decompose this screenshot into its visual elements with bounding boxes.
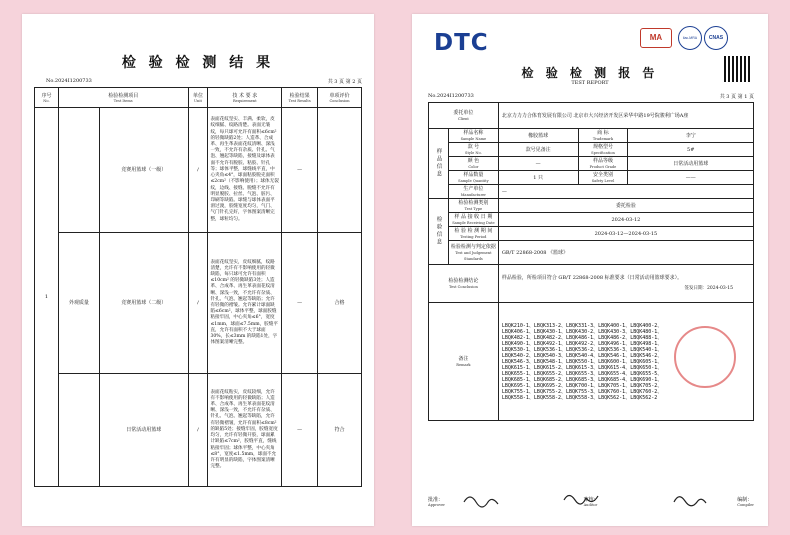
handwritten-signatures-icon — [462, 488, 722, 512]
official-seal-icon — [674, 326, 736, 388]
table-row — [35, 374, 362, 487]
safety-value: —— — [628, 171, 754, 185]
dtc-logo: DTC — [434, 30, 489, 56]
receiving-date-label: 样 品 接 收 日 期 Sample Receiving Date — [448, 213, 498, 227]
header-requirement: 技 术 要 求 Requirement — [208, 88, 282, 108]
table-header-row — [35, 88, 362, 108]
receiving-date-value: 2024-03-12 — [498, 213, 753, 227]
code-line: LBQK490-1、LBQK492-1、LBQK492-2、LBQK496-1、LBQK498-1、 — [501, 340, 663, 347]
manufacturer-label: 生产单位 Manufacturer — [448, 185, 498, 199]
code-line: LBQK695-1、LBQK695-2、LBQK700-1、LBQK705-1、LBQK705-2、 — [501, 382, 663, 389]
client-value: 北京力力力合体育发展有限公司 北京市大兴经济开发区荣华中路19号院骏利广场A座 — [498, 103, 753, 129]
spec-label: 规格型号 Specification — [578, 143, 628, 157]
header-test-items: 检验检测项目 Test Items — [58, 88, 188, 108]
item-name: 外观质量 — [68, 300, 89, 306]
test-type-value: 委托检验 — [498, 199, 753, 213]
header-conclusion: 单项评价 Conclusion — [318, 88, 362, 108]
result-cell: — — [282, 374, 318, 487]
testing-period-value: 2024-03-12—2024-03-15 — [498, 227, 753, 241]
code-line: LBQK546-3、LBQK548-1、LBQK550-1、LBQK600-1、LBQK605-1、 — [501, 358, 663, 365]
sub-item-name: 日常活动用篮球 — [99, 374, 188, 486]
approver-signature: 批准： Approver — [428, 497, 445, 507]
ilac-badge-icon: ilac-MRA — [678, 26, 702, 50]
requirement-cell: 表面花纹粘实，皮纹较细，允许有不影响使用的轻微缺陷；人造革、合成革、再生革表面花纹清晰、深浅一致，不允许有杂质、针孔、气泡、翘起等缺陷，允许有轻微褶皱，允许有面积≤8cm² 的缺陷5处；接缝牢固，胶缝宽度均匀，允许有轻微开胶，球面累计缺陷≤7cm²，胶缝平直，缝线粘接牢固；球体平整，中心夹角≤8°，宽度≤1.5mm，球面不允许有明显的缺陷，字体图案清晰完整。 — [208, 374, 282, 487]
color-label: 颜 色 Color — [448, 157, 498, 171]
auditor-signature: 审核： Auditor — [583, 497, 599, 507]
report-number: No.2024I1200733 — [428, 93, 474, 99]
overall-conclusion: 合格 符合 — [318, 233, 362, 487]
conclusion-label: 检验检测结论 Test Conclusion — [429, 265, 499, 303]
code-line: LBQK406-1、LBQK430-1、LBQK430-2、LBQK430-3、LBQK480-1、 — [501, 328, 663, 335]
unit-cell: / — [188, 108, 208, 233]
cma-badge-icon: MA — [640, 28, 672, 48]
spec-value: 5# — [628, 143, 754, 157]
results-table — [34, 87, 362, 487]
result-cell: — — [282, 108, 318, 233]
test-type-label: 检验检测类别 Test Type — [448, 199, 498, 213]
test-item-cell — [58, 108, 188, 233]
standards-value: GB/T 22868-2008 《篮球》 — [498, 241, 753, 265]
issue-date: 签发日期：2024-03-15 — [684, 286, 733, 291]
compiler-signature: 编制： Compiler — [737, 497, 754, 507]
style-no-value: 款号见备注 — [498, 143, 578, 157]
quantity-label: 样品数量 Sample Quantity — [448, 171, 498, 185]
header-unit: 单位 Unit — [188, 88, 208, 108]
safety-label: 安全类别 Safety Level — [578, 171, 628, 185]
code-line: LBQK615-1、LBQK615-2、LBQK615-3、LBQK615-4、LBQK650-1、 — [501, 364, 663, 371]
code-line: LBQK210-1、LBQK313-2、LBQK331-3、LBQK400-1、LBQK400-2、 — [501, 322, 663, 329]
report-subtitle: TEST REPORT — [571, 80, 609, 86]
page-info: 共 3 页 第 2 页 — [327, 79, 362, 85]
result-cell: — — [282, 233, 318, 374]
table-row — [35, 108, 362, 233]
code-line: LBQK540-2、LBQK540-3、LBQK540-4、LBQK546-1、LBQK546-2、 — [501, 352, 663, 359]
unit-cell: / — [188, 374, 208, 487]
header-no: 序号 No. — [35, 88, 59, 108]
sample-name-value: 橡胶篮球 — [498, 129, 578, 143]
remark-label: 备注 Remark — [429, 303, 499, 421]
quantity-value: 1 只 — [498, 171, 578, 185]
code-line: LBQK655-1、LBQK655-2、LBQK655-3、LBQK655-4、LBQK655-5、 — [501, 370, 663, 377]
manufacturer-value: — — [498, 185, 753, 199]
code-line: LBQK685-1、LBQK685-2、LBQK685-3、LBQK685-4、LBQK690-1、 — [501, 376, 663, 383]
trademark-value: 李宁 — [628, 129, 754, 143]
requirement-cell: 表面花纹坚实、丰满、柔软，皮纹细腻、纹路清楚。表面无皱纹，每只球可允许有面积≤6cm² 的轻微缺陷2处；人造革、合成革、再生革表面花纹清晰、深浅一致，不允许有杂质、针孔、气泡、翘起等缺陷，接缝及球体表面不允许有脱胶、粘胶、针孔等；球体平整，球缝线平直，中心夹角≤4°，球面粘胶脱壳面积≤2cm²（不影响使用）；球体无裂纹，边线、接缝、脱缝不允许有明显脱胶、拉丝、气泡、脏污、印刷等缺陷。球缝与球体表面平滑过渡，胶缝宽度均匀，气门、气门针孔完好，字体图案清晰完整，球粒均匀。 — [208, 108, 282, 233]
conclusion-cell — [498, 265, 753, 303]
trademark-label: 商 标 Trademark — [578, 129, 628, 143]
sample-name-label: 样品名称 Sample Name — [448, 129, 498, 143]
table-row — [35, 233, 362, 374]
test-info-label: 检验信息 — [429, 199, 449, 265]
test-item-cell — [58, 374, 188, 487]
grade-value: 日常活动用篮球 — [628, 157, 754, 171]
client-label: 委托单位 Client — [429, 103, 499, 129]
code-line: LBQK558-1、LBQK558-2、LBQK558-3、LBQK562-1、LBQK562-2 — [501, 394, 658, 401]
test-item-cell — [58, 233, 188, 374]
style-no-label: 款 号 Style No. — [448, 143, 498, 157]
code-line: LBQK482-1、LBQK482-2、LBQK486-1、LBQK486-2、LBQK488-1、 — [501, 334, 663, 341]
report-title: 检 验 检 测 报 告 — [521, 66, 659, 80]
report-number: No.2024I1200733 — [46, 78, 92, 84]
conclusion-text: 样品检验，所检项目符合 GB/T 22868-2008 标准要求（日常活动用篮球要求）。 — [501, 275, 683, 281]
color-value: — — [498, 157, 578, 171]
results-title: 检 验 检 测 结 果 — [121, 55, 275, 71]
test-report-page — [412, 14, 768, 526]
conclusion-cell — [318, 108, 362, 233]
requirement-cell: 表面花纹坚实，皮纹细腻，纹路清楚，允许有不影响使用的轻微缺陷，每只球可允许有面积≤10cm² 的轻微缺陷3处；人造革、合成革、再生革表面花纹清晰、深浅一致，不允许有杂质、针孔、气泡、翘起等缺陷；允许有轻微的褶皱。允许累计球面缺陷≤6cm²，球体平整，球面胶缝粘接牢固，中心夹角≤6°，宽度≤1mm，球面≤7.5mm，胶缝平直，允许有面积不大于球面 30%，长≤3mm 的缺陷1处，字体图案清晰完整。 — [208, 233, 282, 374]
sub-item-name: 竞赛用篮球（一级） — [99, 108, 188, 232]
header-test-results: 检验结果 Test Results — [282, 88, 318, 108]
sample-info-label: 样品信息 — [429, 129, 449, 199]
sub-item-name: 竞赛用篮球（二级） — [99, 233, 188, 373]
standards-label: 检验检测与判定依据 Test and Judgement Standards — [448, 241, 498, 265]
grade-label: 样品等级 Product Grade — [578, 157, 628, 171]
unit-cell: / — [188, 233, 208, 374]
cnas-badge-icon: CNAS — [704, 26, 728, 50]
row-number: 1 — [35, 108, 59, 487]
code-line: LBQK755-1、LBQK755-2、LBQK755-3、LBQK760-1、LBQK760-2、 — [501, 388, 663, 395]
sub-conclusion: 符合 — [318, 373, 361, 486]
testing-period-label: 检 验 检 测 期 间 Testing Period — [448, 227, 498, 241]
test-results-page — [22, 14, 374, 526]
page-info: 共 3 页 第 1 页 — [719, 94, 754, 100]
code-line: LBQK530-1、LBQK536-1、LBQK536-2、LBQK536-3、LBQK540-1、 — [501, 346, 663, 353]
